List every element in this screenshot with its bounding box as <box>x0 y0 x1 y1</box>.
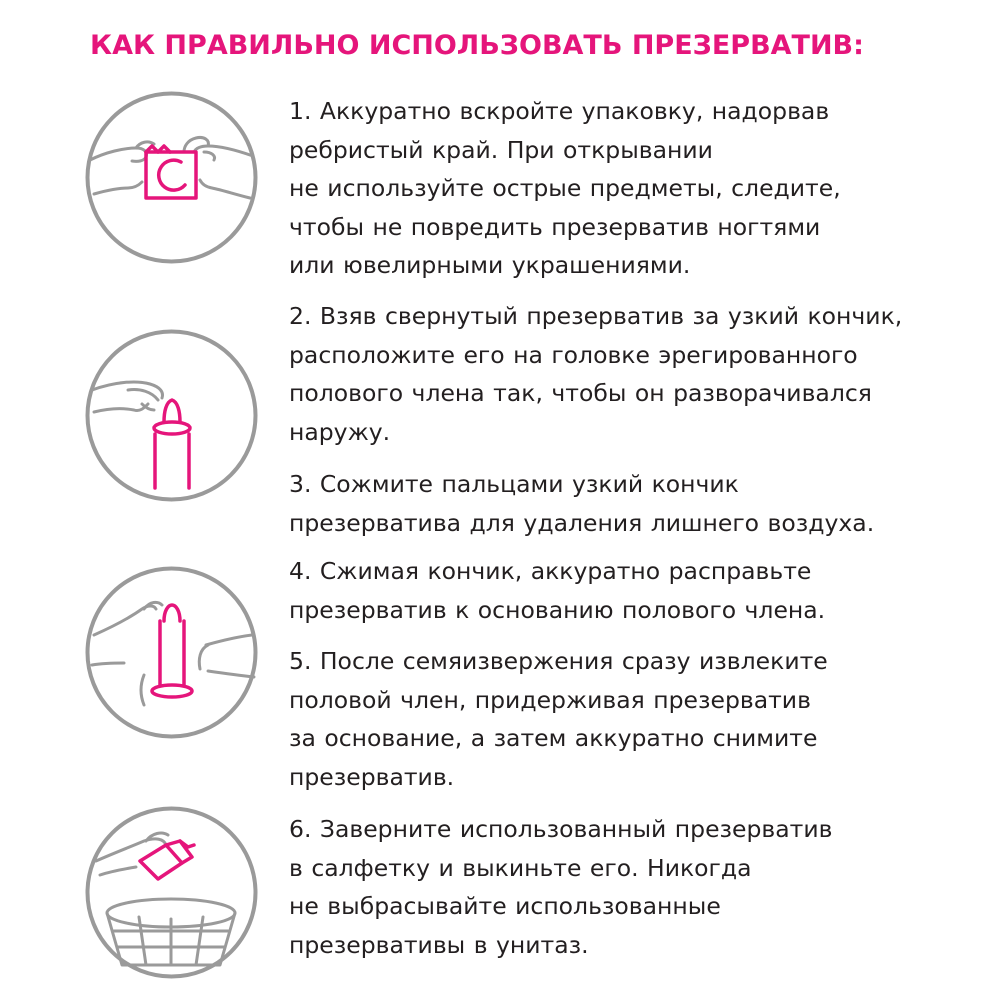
instruction-step-4: 4. Сжимая кончик, аккуратно расправьте презерватив к основанию полового члена. <box>289 557 826 624</box>
hand-disposing-condom-in-bin-icon <box>84 805 259 980</box>
hands-opening-package-icon <box>84 90 259 265</box>
instruction-step-2: 2. Взяв свернутый презерватив за узкий кончик, расположите его на головке эрегированного полового члена так, чтобы он разворачивался наружу. <box>289 302 903 446</box>
hand-placing-condom-icon <box>84 328 259 503</box>
instruction-step-6: 6. Заверните использованный презерватив в салфетку и выкиньте его. Никогда не выбрасывайте использованные презервативы в унитаз. <box>289 815 833 959</box>
instruction-step-1: 1. Аккуратно вскройте упаковку, надорвав ребристый край. При открывании не используйте острые предметы, следите, чтобы не повредить презерватив ногтями или ювелирными украшениями. <box>289 97 841 279</box>
instruction-step-5: 5. После семяизвержения сразу извлеките половой член, придерживая презерватив за основание, а затем аккуратно снимите презерватив. <box>289 647 828 791</box>
instruction-step-3: 3. Сожмите пальцами узкий кончик презерватива для удаления лишнего воздуха. <box>289 470 875 537</box>
page-title: КАК ПРАВИЛЬНО ИСПОЛЬЗОВАТЬ ПРЕЗЕРВАТИВ: <box>90 30 864 61</box>
hand-rolling-condom-icon <box>84 565 259 740</box>
